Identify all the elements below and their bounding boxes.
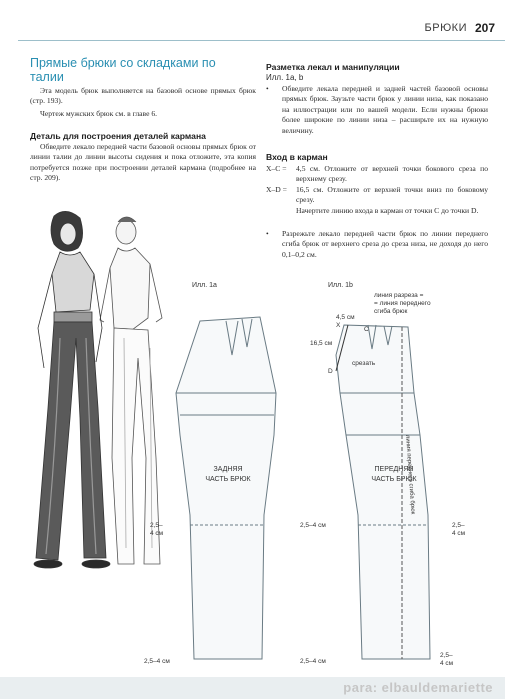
pocket-heading: Деталь для построения деталей кармана: [30, 131, 206, 141]
point-d: D: [328, 368, 333, 375]
dim-bottom-mid: 2,5–4 см: [300, 658, 326, 665]
line-cut-label: линия разреза =: [374, 292, 424, 299]
marking-ill-ref: Илл. 1а, b: [266, 73, 304, 82]
fold-vertical-label: линия переднего сгиба брюк: [404, 434, 416, 515]
dim-front-right-a: 2,5–: [452, 522, 465, 529]
xc-text: 4,5 см. Отложите от верхней точки бокового среза по верхнему срезу.: [296, 164, 488, 184]
watermark: para: elbauldemariette: [343, 680, 493, 695]
marking-heading: Разметка лекал и манипуляции: [266, 62, 400, 72]
intro-note: Чертеж мужских брюк см. в главе 6.: [40, 109, 158, 118]
ill-b-label: Илл. 1b: [328, 282, 353, 289]
section-title: БРЮКИ: [424, 22, 467, 34]
dim-bottom-left: 2,5–4 см: [144, 658, 170, 665]
header-band: [0, 0, 505, 40]
point-x: X: [336, 322, 341, 329]
page-number: 207: [474, 21, 495, 35]
intro-paragraph: Эта модель брюк выполняется на базовой основе прямых брюк (стр. 193).: [30, 86, 256, 106]
cut-bullet: Разрежьте лекало передней части брюк по линии переднего сгиба брюк от верхнего среза до среза низа, не доходя до него 0,1–0,2 см.: [282, 229, 488, 259]
dim-bottom-right-b: 4 см: [440, 660, 454, 667]
dim-bottom-right-a: 2,5–: [440, 652, 453, 659]
xc-label: X–C =: [266, 164, 287, 173]
xd-text: 16,5 см. Отложите от верхней точки вниз по боковому срезу.: [296, 185, 488, 205]
dim-165: 16,5 см: [310, 340, 333, 347]
bullet-dot: •: [266, 84, 269, 93]
dim-back-left-a: 2,5–: [150, 522, 163, 529]
front-label-1: ПЕРЕДНЯЯ: [374, 466, 414, 473]
ill-a-label: Илл. 1a: [192, 282, 217, 289]
marking-bullet: Обведите лекала передней и задней частей базовой основы прямых брюк. Заузьте части брюк у линии низа, как показано на иллюстрации или по вашей модели. Если нужны брюки более широкие по линии низа – расширьте их на нужную величину.: [282, 84, 488, 135]
xd-label: X–D =: [266, 185, 287, 194]
line-fold-label-2: сгиба брюк: [374, 308, 408, 315]
front-pattern: [336, 325, 430, 659]
header-rule: [18, 40, 505, 41]
back-label-1: ЗАДНЯЯ: [213, 466, 243, 473]
xd-text-2: Начертите линию входа в карман от точки C до точки D.: [296, 206, 479, 215]
article-title: Прямые брюки со складками по талии: [30, 56, 216, 84]
dim-45: 4,5 см: [336, 314, 355, 321]
back-pattern: [176, 317, 276, 659]
dim-back-left-b: 4 см: [150, 530, 164, 537]
bullet-dot-2: •: [266, 229, 269, 238]
pocket-paragraph: Обведите лекало передней части базовой основы прямых брюк от линии талии до линии высоты сидения и пока отложите, эта копия потребуется позже при построении деталей кармана (подробнее на стр. 209).: [30, 142, 256, 183]
cut-word: срезать: [352, 360, 376, 367]
back-label-2: ЧАСТЬ БРЮК: [205, 476, 251, 483]
front-label-2: ЧАСТЬ БРЮК: [371, 476, 417, 483]
dim-front-right-b: 4 см: [452, 530, 466, 537]
line-fold-label: = линия переднего: [374, 300, 431, 307]
pattern-figure: [140, 275, 505, 677]
dim-mid: 2,5–4 см: [300, 522, 326, 529]
point-c: C: [364, 326, 369, 333]
pocket-entry-heading: Вход в карман: [266, 152, 328, 162]
